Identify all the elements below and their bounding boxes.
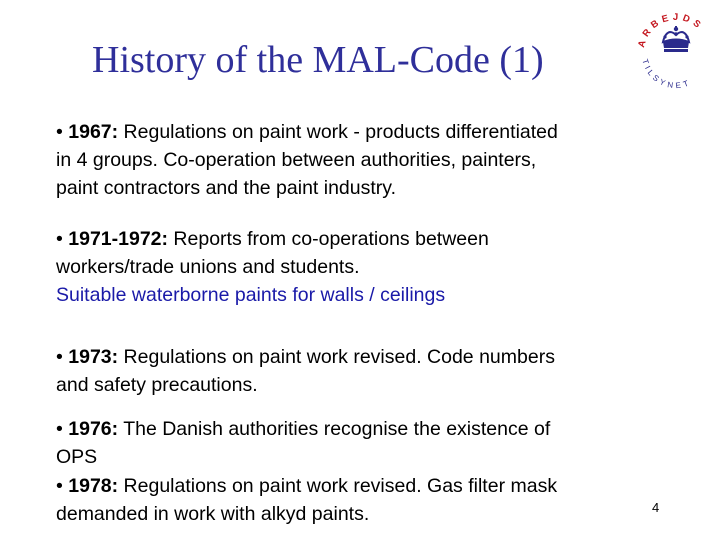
history-item-1971-1972 [56, 225, 696, 309]
item-first-line [56, 472, 696, 500]
item-year: 1978: [68, 475, 119, 497]
history-item-1973 [56, 343, 696, 399]
history-item-1976 [56, 415, 696, 471]
item-first-line [56, 343, 696, 371]
arbejdstilsynet-logo [634, 4, 718, 94]
bullet: • [56, 346, 63, 368]
item-text: Regulations on paint work revised. Gas filter mask [118, 475, 558, 497]
item-first-line [56, 118, 696, 146]
item-highlight-text: Suitable waterborne paints for walls / ceilings [56, 284, 446, 306]
crown-icon [663, 26, 689, 52]
item-text: paint contractors and the paint industry. [56, 177, 397, 199]
item-text: The Danish authorities recognise the existence of [118, 418, 551, 440]
item-year: 1973: [68, 346, 119, 368]
bullet: • [56, 121, 63, 143]
item-text: demanded in work with alkyd paints. [56, 503, 370, 525]
item-year: 1971-1972: [68, 228, 168, 250]
item-text: OPS [56, 446, 98, 468]
logo-bottom-text: TILSYNET [640, 57, 693, 91]
bullet: • [56, 228, 63, 250]
history-item-1967 [56, 118, 696, 202]
item-first-line [56, 415, 696, 443]
item-text: workers/trade unions and students. [56, 256, 360, 278]
logo-top-text: ARBEJDS [636, 11, 706, 49]
item-year: 1967: [68, 121, 119, 143]
item-year: 1976: [68, 418, 119, 440]
item-first-line [56, 225, 696, 253]
item-text: Reports from co-operations between [168, 228, 489, 250]
item-text: and safety precautions. [56, 374, 258, 396]
slide-title: History of the MAL-Code (1) [92, 39, 544, 81]
page-number: 4 [652, 500, 660, 515]
bullet: • [56, 418, 63, 440]
item-text: in 4 groups. Co-operation between authorities, painters, [56, 149, 537, 171]
item-text: Regulations on paint work - products differentiated [118, 121, 558, 143]
bullet: • [56, 475, 63, 497]
item-text: Regulations on paint work revised. Code numbers [118, 346, 555, 368]
history-item-1978 [56, 472, 696, 528]
